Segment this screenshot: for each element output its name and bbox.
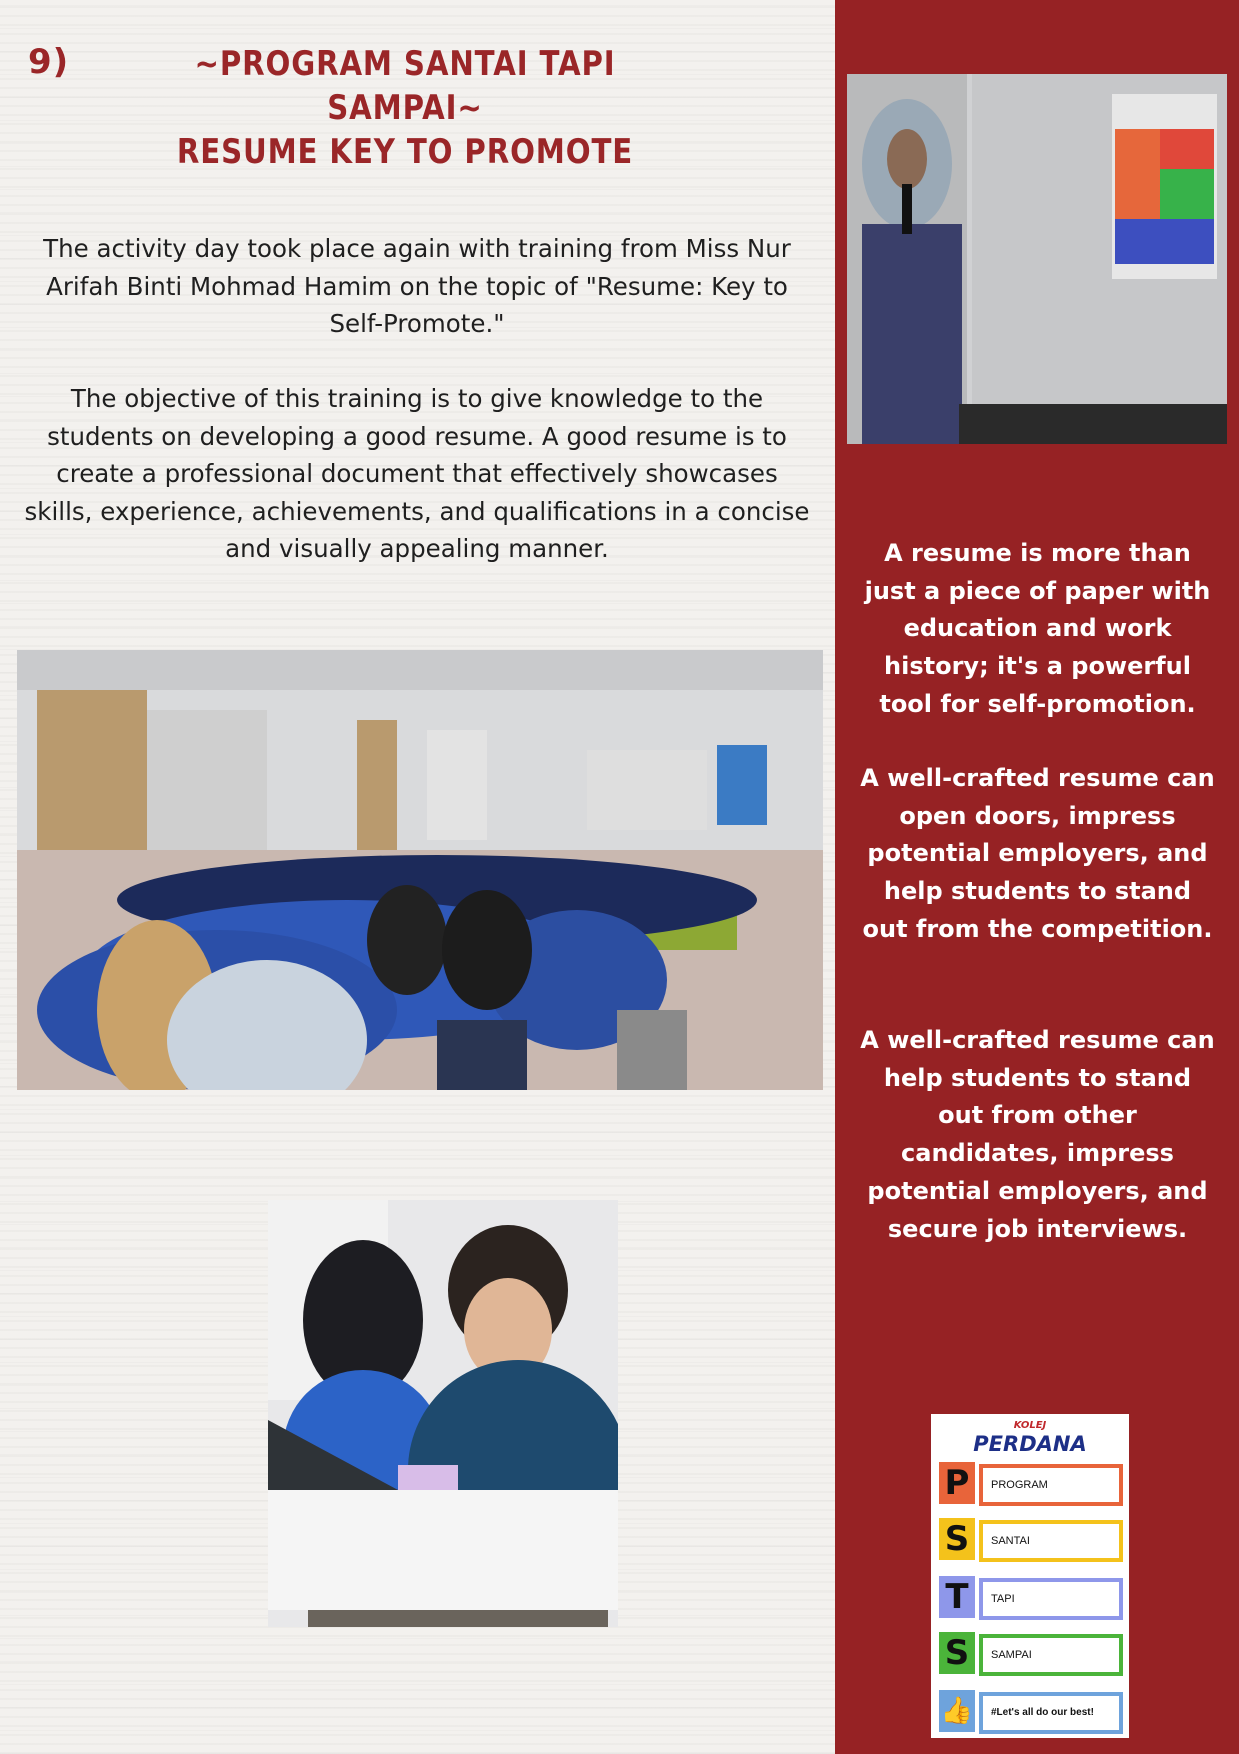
title-line-2: RESUME KEY TO PROMOTE bbox=[176, 132, 634, 172]
student-microphone-photo bbox=[268, 1200, 618, 1627]
row-label: SANTAI bbox=[979, 1520, 1123, 1562]
sidebar-paragraph-2: A well-crafted resume can open doors, impress potential employers, and help students to stand out from the competition. bbox=[860, 764, 1215, 943]
kolej-perdana-logo bbox=[931, 1420, 1129, 1456]
sidebar-paragraph-3: A well-crafted resume can help students to stand out from other candidates, impress potential employers, and secure job interviews. bbox=[860, 1026, 1215, 1243]
row-label: TAPI bbox=[979, 1578, 1123, 1620]
row-label: PROGRAM bbox=[979, 1464, 1123, 1506]
thumbs-up-icon: 👍 bbox=[939, 1690, 975, 1732]
logo-row-motto bbox=[939, 1690, 1123, 1732]
speaker-presentation-photo bbox=[847, 74, 1227, 444]
row-letter: T bbox=[939, 1576, 975, 1618]
title-line-1: ~PROGRAM SANTAI TAPI SAMPAI~ bbox=[194, 44, 616, 128]
row-label: SAMPAI bbox=[979, 1634, 1123, 1676]
row-letter: P bbox=[939, 1462, 975, 1504]
objective-paragraph: The objective of this training is to give knowledge to the students on developing a good resume. A good resume is to create a professional document that effectively showcases skills, experience, achievements, and qualifications in a concise and visually appealing manner. bbox=[24, 384, 810, 563]
logo-row-santai bbox=[939, 1518, 1123, 1560]
logo-brand-main: PERDANA bbox=[973, 1432, 1087, 1456]
logo-row-sampai bbox=[939, 1632, 1123, 1674]
psts-logo-card bbox=[931, 1414, 1129, 1738]
row-letter: S bbox=[939, 1518, 975, 1560]
section-number: 9) bbox=[28, 42, 70, 82]
logo-row-program bbox=[939, 1462, 1123, 1504]
sidebar-paragraph-1: A resume is more than just a piece of paper with education and work history; it's a powerful tool for self-promotion. bbox=[864, 539, 1211, 718]
logo-row-tapi bbox=[939, 1576, 1123, 1618]
motto-label: #Let's all do our best! bbox=[979, 1692, 1123, 1734]
intro-paragraph: The activity day took place again with training from Miss Nur Arifah Binti Mohmad Hamim on the topic of "Resume: Key to Self-Promote." bbox=[43, 234, 791, 338]
row-letter: S bbox=[939, 1632, 975, 1674]
sidebar-panel bbox=[835, 0, 1239, 1754]
classroom-audience-photo bbox=[17, 650, 823, 1090]
logo-brand-top: KOLEJ bbox=[1013, 1420, 1047, 1431]
page-title bbox=[143, 42, 668, 174]
